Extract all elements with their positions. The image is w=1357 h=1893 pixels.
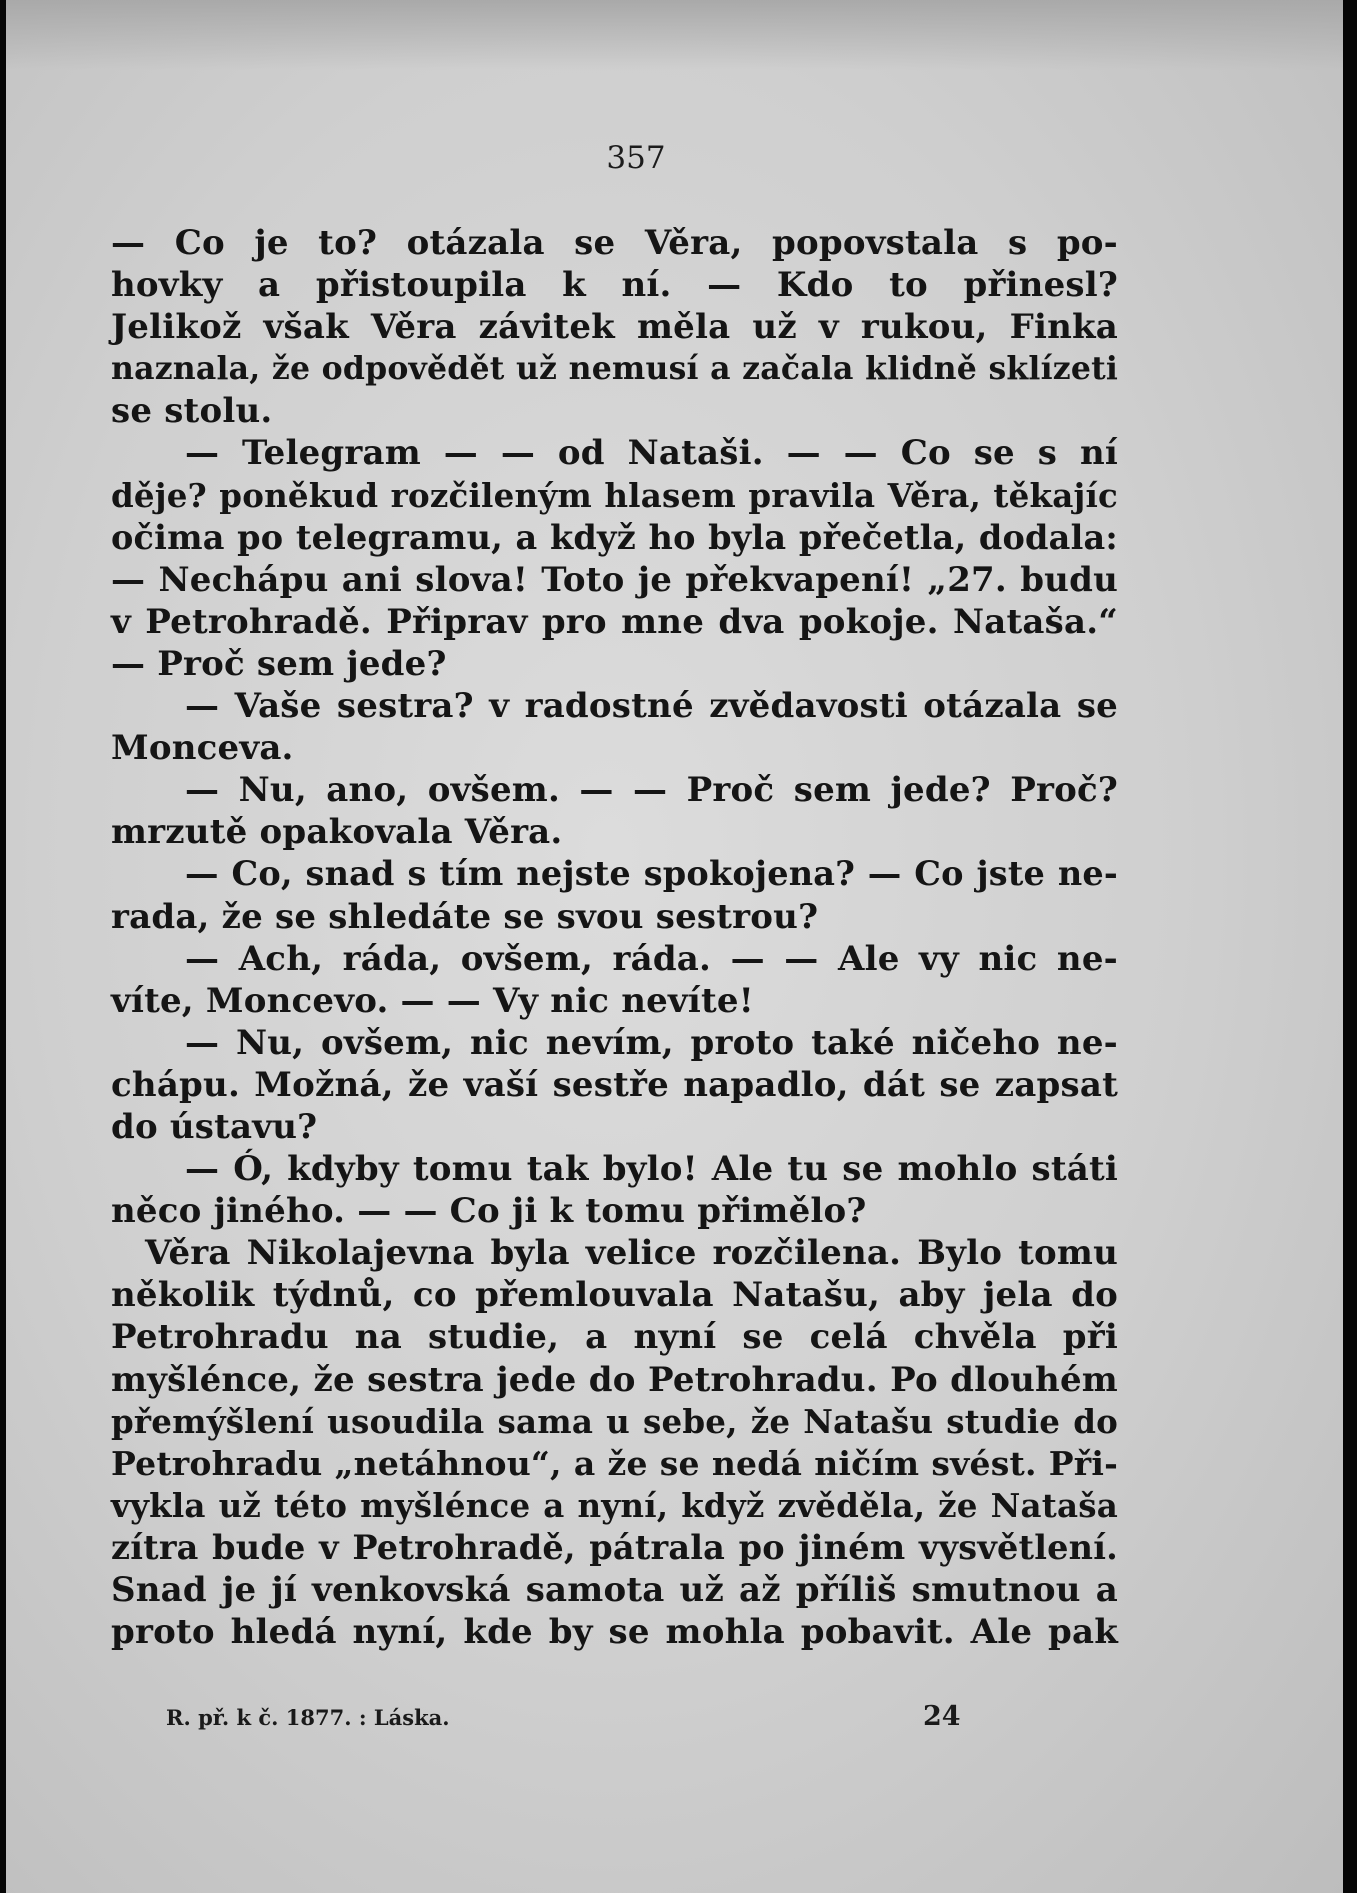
text-line: Snad je jí venkovská samota už až příliš smutnou a: [111, 1570, 1118, 1610]
text-line: — Co je to? otázala se Věra, popovstala s po-: [111, 223, 1118, 263]
text-line: — Ó, kdyby tomu tak bylo! Ale tu se mohlo státi: [185, 1149, 1118, 1190]
text-line: víte, Moncevo. — — Vy nic nevíte!: [111, 980, 754, 1021]
text-line: něco jiného. — — Co ji k tomu přimělo?: [111, 1191, 867, 1232]
text-line: proto hledá nyní, kde by se mohla pobavit. Ale pak: [111, 1612, 1118, 1653]
text-line: děje? poněkud rozčileným hlasem pravila Věra, těkajíc: [111, 475, 1118, 515]
text-line: — Nechápu ani slova! Toto je překvapení! „27. budu: [111, 559, 1118, 600]
body-text: [111, 222, 1118, 1653]
text-line: vykla už této myšlénce a nyní, když zvěděla, že Nataša: [111, 1485, 1118, 1525]
text-line: zítra bude v Petrohradě, pátrala po jiném vysvětlení.: [111, 1527, 1118, 1567]
text-line: — Nu, ano, ovšem. — — Proč sem jede? Proč?: [185, 770, 1118, 811]
text-line: chápu. Možná, že vaší sestře napadlo, dát se zapsat: [111, 1064, 1118, 1105]
text-line: přemýšlení usoudila sama u sebe, že Natašu studie do: [111, 1401, 1118, 1441]
page-number: 357: [606, 140, 666, 176]
text-line: se stolu.: [111, 391, 273, 432]
text-line: Jelikož však Věra závitek měla už v rukou, Finka: [111, 307, 1118, 348]
text-line: — Proč sem jede?: [111, 643, 447, 684]
text-line: myšlénce, že sestra jede do Petrohradu. Po dlouhém: [111, 1359, 1118, 1400]
text-line: — Vaše sestra? v radostné zvědavosti otázala se: [185, 686, 1118, 727]
scan-edge-right: [1343, 0, 1357, 1893]
text-line: — Telegram — — od Nataši. — — Co se s ní: [185, 433, 1118, 474]
text-line: rada, že se shledáte se svou sestrou?: [111, 896, 819, 937]
text-line: mrzutě opakovala Věra.: [111, 812, 563, 853]
sheet-number: 24: [923, 1701, 961, 1732]
printer-signature: R. př. k č. 1877. : Láska.: [166, 1705, 450, 1730]
text-line: naznala, že odpovědět už nemusí a začala klidně sklízeti: [111, 350, 1118, 388]
text-line: Petrohradu „netáhnou“, a že se nedá ničím svést. Při-: [111, 1443, 1118, 1483]
text-line: Věra Nikolajevna byla velice rozčilena. Bylo tomu: [145, 1233, 1118, 1274]
book-page: [6, 0, 1347, 1893]
text-line: očima po telegramu, a když ho byla přečetla, dodala:: [111, 517, 1118, 557]
text-line: Monceva.: [111, 728, 294, 769]
text-line: — Nu, ovšem, nic nevím, proto také ničeho ne-: [185, 1022, 1118, 1063]
text-line: — Co, snad s tím nejste spokojena? — Co jste ne-: [185, 854, 1118, 894]
text-line: do ústavu?: [111, 1106, 318, 1147]
text-line: Petrohradu na studie, a nyní se celá chvěla při: [111, 1317, 1118, 1358]
text-line: hovky a přistoupila k ní. — Kdo to přinesl?: [111, 265, 1118, 306]
text-line: několik týdnů, co přemlouvala Natašu, aby jela do: [111, 1275, 1118, 1316]
text-line: — Ach, ráda, ovšem, ráda. — — Ale vy nic ne-: [185, 938, 1118, 979]
text-line: v Petrohradě. Připrav pro mne dva pokoje. Nataša.“: [111, 601, 1118, 642]
